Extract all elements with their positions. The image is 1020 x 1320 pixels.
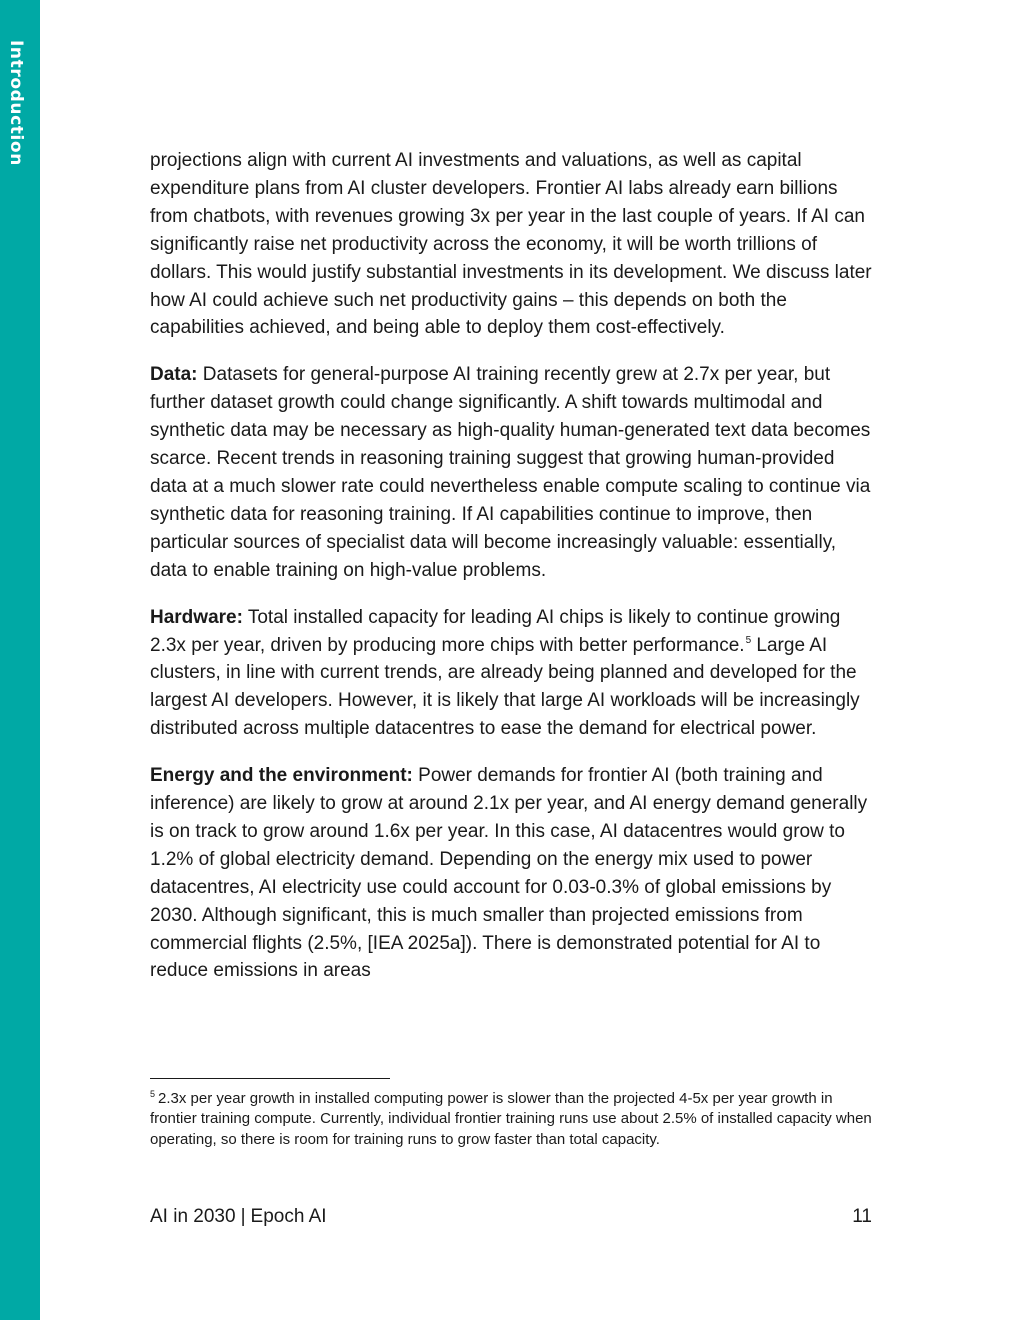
footnote bbox=[150, 1089, 875, 1150]
paragraph-heading-energy: Energy and the environment: bbox=[150, 765, 413, 787]
paragraph-heading-hardware: Hardware: bbox=[150, 606, 243, 628]
sidebar bbox=[0, 0, 40, 1320]
page-number: 11 bbox=[852, 1206, 872, 1227]
footnote-number: 5 bbox=[150, 1089, 156, 1099]
footer-separator: | bbox=[240, 1206, 246, 1227]
page-footer bbox=[150, 1205, 872, 1229]
paragraph-intro: projections align with current AI investments and valuations, as well as capital expenditure plans from AI cluster developers. Frontier AI labs already earn billions from chatbots, with revenues growing 3x per year in the last couple of years. If AI can significantly raise net productivity across the economy, it will be worth trillions of dollars. This would justify substantial investments in its development. We discuss later how AI could achieve such net productivity gains – this depends on both the capabilities achieved, and being able to deploy them cost-effectively. bbox=[150, 150, 872, 339]
paragraph-text-hardware-before: Total installed capacity for leading AI chips is likely to continue growing 2.3x per year, driven by producing more chips with better performance. bbox=[150, 606, 841, 656]
paragraph-text-energy: Power demands for frontier AI (both training and inference) are likely to grow at around 2.1x per year, and AI energy demand generally is on track to grow around 1.6x per year. In this case, AI datacentres would grow to 1.2% of global electricity demand. Depending on the energy mix used to power datacentres, AI electricity use could account for 0.03-0.3% of global emissions by 2030. Although significant, this is much smaller than projected emissions from commercial flights (2.5%, [IEA 2025a]). There is demonstrated potential for AI to reduce emissions in areas bbox=[150, 765, 868, 982]
footer-title: AI in 2030 bbox=[150, 1206, 236, 1227]
footer-source bbox=[150, 1205, 327, 1229]
footnote-reference[interactable]: 5 bbox=[745, 634, 752, 646]
footnote-text: 2.3x per year growth in installed computing power is slower than the projected 4-5x per year growth in frontier training compute. Currently, individual frontier training runs use about 2.5% of installed capacity when operating, so there is room for training runs to grow faster than total capacity. bbox=[150, 1090, 872, 1148]
footer-publisher: Epoch AI bbox=[250, 1206, 327, 1227]
paragraph-hardware bbox=[150, 604, 875, 744]
paragraph-heading-data: Data: bbox=[150, 364, 198, 386]
main-content bbox=[150, 147, 875, 1004]
section-label: Introduction bbox=[6, 40, 26, 166]
paragraph-data bbox=[150, 361, 875, 584]
paragraph-text-data: Datasets for general-purpose AI training recently grew at 2.7x per year, but further dataset growth could change significantly. A shift towards multimodal and synthetic data may be necessary as high-quality human-generated text data becomes scarce. Recent trends in reasoning training suggest that growing human-provided data at a much slower rate could nevertheless enable compute scaling to continue via synthetic data for reasoning training. If AI capabilities continue to improve, then particular sources of specialist data will become increasingly valuable: essentially, data to enable training on high-value problems. bbox=[150, 364, 871, 581]
paragraph-energy bbox=[150, 762, 875, 985]
footnote-divider bbox=[150, 1078, 390, 1079]
paragraph-text-hardware-after: Large AI clusters, in line with current trends, are already being planned and developed for the largest AI developers. However, it is likely that large AI workloads will be increasingly distributed across multiple datacentres to ease the demand for electrical power. bbox=[150, 634, 860, 740]
